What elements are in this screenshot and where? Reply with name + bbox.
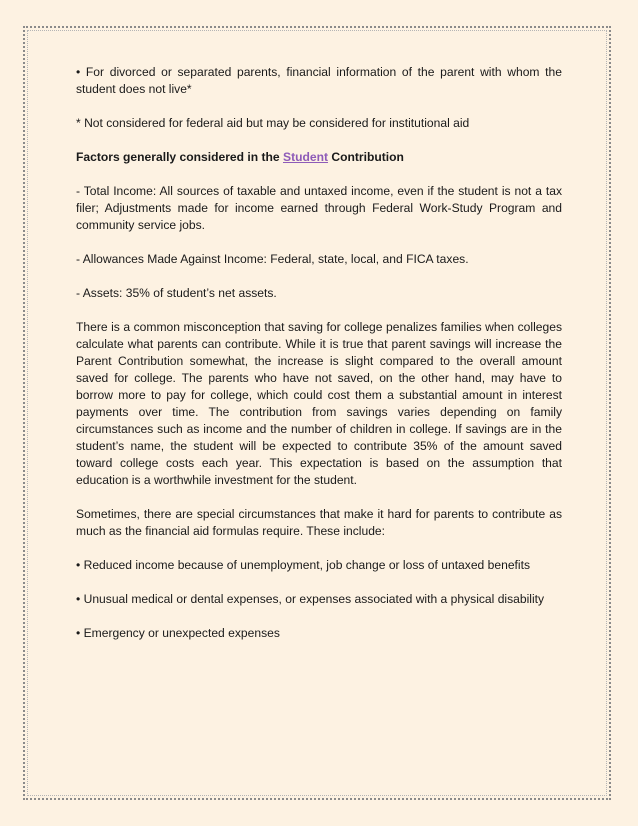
list-item-emergency-expenses: • Emergency or unexpected expenses: [76, 626, 280, 640]
paragraph-divorced-parents: • For divorced or separated parents, financial information of the parent with whom the student does not live*: [76, 65, 562, 96]
paragraph-special-circumstances: Sometimes, there are special circumstances that make it hard for parents to contribute as much as the financial aid formulas require. These include:: [76, 507, 562, 538]
document-body: [76, 64, 562, 659]
paragraph-allowances: - Allowances Made Against Income: Federal, state, local, and FICA taxes.: [76, 252, 469, 266]
paragraph-footnote: * Not considered for federal aid but may be considered for institutional aid: [76, 116, 470, 130]
student-link[interactable]: Student: [283, 150, 329, 164]
heading-prefix: Factors generally considered in the: [76, 150, 283, 164]
section-heading-student-contribution: [76, 149, 562, 166]
paragraph-assets: - Assets: 35% of student’s net assets.: [76, 286, 277, 300]
heading-suffix: Contribution: [328, 150, 404, 164]
list-item-medical-expenses: • Unusual medical or dental expenses, or expenses associated with a physical disability: [76, 592, 545, 606]
paragraph-total-income: - Total Income: All sources of taxable and untaxed income, even if the student is not a tax filer; Adjustments made for income earned through Federal Work-Study Program and community service jobs.: [76, 184, 562, 232]
list-item-reduced-income: • Reduced income because of unemployment, job change or loss of untaxed benefits: [76, 558, 530, 572]
paragraph-misconception: There is a common misconception that saving for college penalizes families when colleges calculate what parents can contribute. While it is true that parent savings will increase the Parent Contribution somewhat, the increase is slight compared to the overall amount saved for college. The parents who have not saved, on the other hand, may have to borrow more to pay for college, which could cost them a substantial amount in interest payments over time. The contribution from savings varies depending on family circumstances such as income and the number of children in college. If savings are in the student’s name, the student will be expected to contribute 35% of the amount saved toward college costs each year. This expectation is based on the assumption that education is a worthwhile investment for the student.: [76, 320, 562, 487]
